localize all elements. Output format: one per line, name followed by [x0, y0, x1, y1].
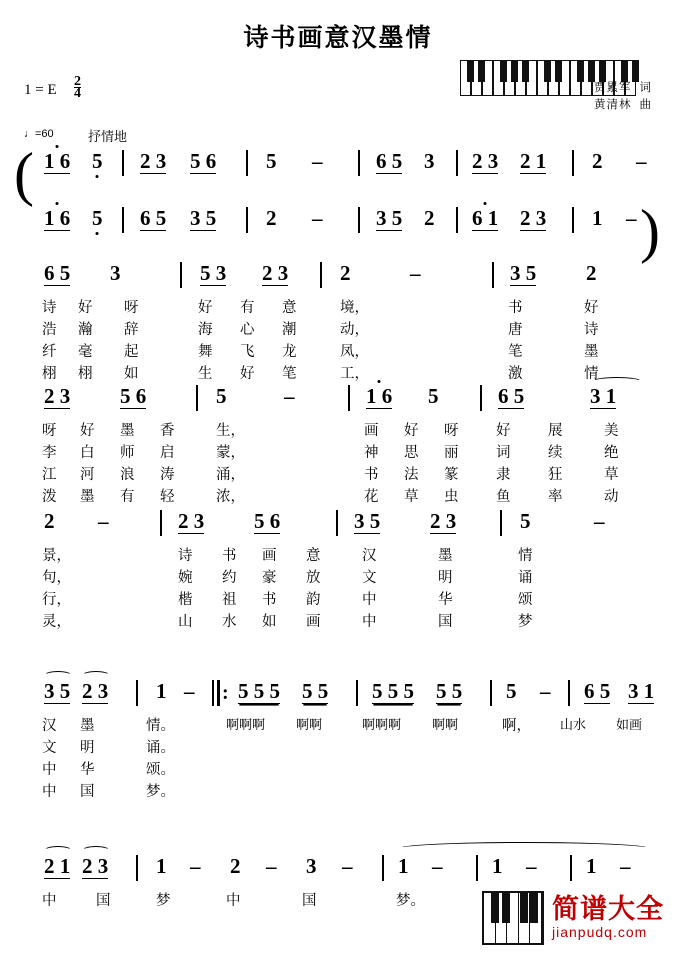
note: 2 [230, 854, 241, 878]
note: – [184, 679, 195, 703]
lyric-syllable: 呀 [444, 423, 459, 439]
piano-keys-icon [482, 891, 544, 945]
time-signature [74, 76, 81, 99]
lyric-syllable: 啊啊啊 [362, 718, 402, 733]
barline [122, 150, 124, 176]
note: 2 3 [178, 509, 205, 533]
barline [136, 680, 138, 706]
note-line [0, 680, 676, 714]
note: – [626, 206, 637, 230]
note: 3 5 [190, 206, 217, 230]
note: 5 [428, 384, 439, 408]
music-system-3 [0, 262, 676, 384]
lyric-syllable: 如 [124, 366, 139, 382]
lyric-syllable: 生， [216, 423, 245, 439]
lyric-syllable: 瀚 [78, 322, 93, 338]
lyric-syllable: 中 [362, 592, 377, 608]
note: 5 [506, 679, 517, 703]
lyric-syllable: 墨 [80, 718, 95, 734]
lyric-syllable: 美 [604, 423, 619, 439]
lyric-line [0, 362, 676, 384]
lyric-syllable: 鱼 [496, 489, 511, 505]
lyric-syllable: 花 [364, 489, 379, 505]
note-line [0, 855, 676, 889]
barline [490, 680, 492, 706]
lyric-syllable: 情 [518, 548, 533, 564]
note: 5 5 [302, 679, 329, 703]
note: – [526, 854, 537, 878]
lyric-syllable: 墨 [438, 548, 453, 564]
lyric-syllable: 海 [198, 322, 213, 338]
lyric-syllable: 续 [548, 445, 563, 461]
note: 5 6 [120, 384, 147, 408]
lyric-syllable: 栩 [42, 366, 57, 382]
lyric-syllable: 辞 [124, 322, 139, 338]
lyric-syllable: 呀 [42, 423, 57, 439]
note: – [342, 854, 353, 878]
lyric-syllable: 泼 [42, 489, 57, 505]
note: 2 3 [82, 679, 109, 703]
lyric-syllable: 心 [240, 322, 255, 338]
lyric-syllable: 激 [508, 366, 523, 382]
note: 2 3 [82, 854, 109, 878]
note: 1 [398, 854, 409, 878]
lyric-syllable: 绝 [604, 445, 619, 461]
lyric-syllable: 豪 [262, 570, 277, 586]
lyric-syllable: 啊啊啊 [226, 718, 266, 733]
lyric-syllable: 好 [584, 300, 599, 316]
barline [492, 262, 494, 288]
note: 2 3 [430, 509, 457, 533]
note: 1 [586, 854, 597, 878]
lyric-syllable: 中 [362, 614, 377, 630]
lyric-syllable: 诵 [518, 570, 533, 586]
note: 2 3 [262, 261, 289, 285]
lyric-syllable: 好 [198, 300, 213, 316]
credits [594, 80, 652, 114]
lyric-syllable: 启 [160, 445, 175, 461]
note: 5 3 [200, 261, 227, 285]
lyric-syllable: 师 [120, 445, 135, 461]
barline [456, 207, 458, 233]
lyric-line [0, 318, 676, 340]
lyric-syllable: 中 [42, 762, 57, 778]
repeat-dots: : [222, 682, 229, 704]
lyric-syllable: 轻 [160, 489, 175, 505]
note: 5 [216, 384, 227, 408]
lyric-syllable: 唐 [508, 322, 523, 338]
lyric-syllable: 画 [306, 614, 321, 630]
note: 1 6 [366, 384, 393, 408]
note: 3 5 [376, 206, 403, 230]
music-system-1 [0, 141, 676, 207]
page-title: 诗书画意汉墨情 [243, 23, 433, 52]
lyric-syllable: 好 [404, 423, 419, 439]
lyric-syllable: 意 [282, 300, 297, 316]
lyric-syllable: 诗 [42, 300, 57, 316]
lyric-syllable: 梦 [518, 614, 533, 630]
lyric-syllable: 画 [364, 423, 379, 439]
note: 5 5 5 [238, 679, 280, 703]
lyric-syllable: 国 [96, 893, 111, 909]
lyric-syllable: 画 [262, 548, 277, 564]
lyric-syllable: 笔 [508, 344, 523, 360]
note: – [284, 384, 295, 408]
lyric-line [0, 419, 676, 441]
barline [568, 680, 570, 706]
barline [480, 385, 482, 411]
lyric-syllable: 华 [80, 762, 95, 778]
composer-name: 黄清林 [594, 99, 632, 111]
note: 2 [424, 206, 435, 230]
lyric-syllable: 好 [496, 423, 511, 439]
lyric-line [0, 340, 676, 362]
lyric-syllable: 草 [404, 489, 419, 505]
lyric-syllable: 舞 [198, 344, 213, 360]
lyric-syllable: 中 [226, 893, 241, 909]
lyric-syllable: 李 [42, 445, 57, 461]
lyric-syllable: 明 [438, 570, 453, 586]
note: 5 [92, 149, 103, 173]
note-line [0, 150, 676, 184]
lyric-syllable: 好 [78, 300, 93, 316]
note: 2 [266, 206, 277, 230]
lyric-syllable: 浩 [42, 322, 57, 338]
lyric-syllable: 中 [42, 893, 57, 909]
lyric-syllable: 颂。 [146, 762, 175, 778]
note: 6 5 [498, 384, 525, 408]
note: 2 3 [44, 384, 71, 408]
lyric-syllable: 书 [508, 300, 523, 316]
lyric-syllable: 墨 [584, 344, 599, 360]
note: 6 5 [584, 679, 611, 703]
barline [456, 150, 458, 176]
lyric-syllable: 浓， [216, 489, 245, 505]
barline [160, 510, 162, 536]
lyric-syllable: 凤， [340, 344, 369, 360]
lyric-syllable: 龙 [282, 344, 297, 360]
lyric-syllable: 白 [80, 445, 95, 461]
lyric-syllable: 起 [124, 344, 139, 360]
note: 6 1 [472, 206, 499, 230]
note: 3 [110, 261, 121, 285]
lyric-syllable: 啊啊 [432, 718, 459, 733]
note: – [410, 261, 421, 285]
meter-denominator: 4 [74, 86, 81, 101]
note: 3 [424, 149, 435, 173]
note: 1 [156, 679, 167, 703]
lyric-line [0, 485, 676, 507]
note: 3 1 [628, 679, 655, 703]
barline [572, 207, 574, 233]
note: 2 [340, 261, 351, 285]
lyric-syllable: 神 [364, 445, 379, 461]
barline [570, 855, 572, 881]
lyric-line [0, 441, 676, 463]
lyric-line [0, 714, 676, 736]
lyric-syllable: 约 [222, 570, 237, 586]
lyric-line [0, 296, 676, 318]
lyric-syllable: 隶 [496, 467, 511, 483]
lyric-syllable: 境， [340, 300, 369, 316]
lyric-syllable: 有 [120, 489, 135, 505]
lyric-syllable: 书 [222, 548, 237, 564]
note: 2 [592, 149, 603, 173]
note: 5 [92, 206, 103, 230]
lyric-line [0, 780, 676, 802]
note: 2 [44, 509, 55, 533]
lyric-line [0, 610, 676, 632]
barline [196, 385, 198, 411]
barline [382, 855, 384, 881]
note: 6 5 [44, 261, 71, 285]
note: 2 3 [520, 206, 547, 230]
barline [356, 680, 358, 706]
system-brace: ( [14, 141, 34, 207]
note: – [266, 854, 277, 878]
mood-marking: 抒情地 [88, 129, 128, 144]
note: 3 5 [44, 679, 71, 703]
lyric-syllable: 国 [80, 784, 95, 800]
lyric-syllable: 中 [42, 784, 57, 800]
lyric-syllable: 梦。 [146, 784, 175, 800]
lyric-syllable: 华 [438, 592, 453, 608]
lyric-syllable: 明 [80, 740, 95, 756]
lyric-syllable: 如 [262, 614, 277, 630]
lyric-syllable: 呀 [124, 300, 139, 316]
logo-text-cn: 简谱大全 [552, 894, 664, 925]
lyric-syllable: 诗 [584, 322, 599, 338]
note-line [0, 385, 676, 419]
lyric-syllable: 情 [584, 366, 599, 382]
lyric-syllable: 率 [548, 489, 563, 505]
note-line [0, 207, 676, 241]
lyric-syllable: 工， [340, 366, 369, 382]
note-line [0, 510, 676, 544]
note: – [620, 854, 631, 878]
music-system-6 [0, 680, 676, 802]
note: – [312, 206, 323, 230]
note-line [0, 262, 676, 296]
lyric-syllable: 毫 [78, 344, 93, 360]
note: 5 [266, 149, 277, 173]
lyric-syllable: 婉 [178, 570, 193, 586]
site-logo [482, 891, 664, 945]
note: 1 [592, 206, 603, 230]
lyric-syllable: 情。 [146, 718, 175, 734]
lyric-syllable: 展 [548, 423, 563, 439]
lyric-syllable: 飞 [240, 344, 255, 360]
lyric-syllable: 祖 [222, 592, 237, 608]
barline [572, 150, 574, 176]
lyric-syllable: 句， [42, 570, 71, 586]
note: 1 6 [44, 206, 71, 230]
lyric-syllable: 梦。 [396, 893, 425, 909]
barline [336, 510, 338, 536]
lyric-syllable: 国 [438, 614, 453, 630]
lyric-syllable: 思 [404, 445, 419, 461]
lyric-syllable: 蒙， [216, 445, 245, 461]
logo-text-en: jianpudq.com [552, 924, 648, 940]
lyric-syllable: 国 [302, 893, 317, 909]
lyric-syllable: 涛 [160, 467, 175, 483]
lyric-syllable: 潮 [282, 322, 297, 338]
barline [320, 262, 322, 288]
note: 2 1 [44, 854, 71, 878]
music-system-5 [0, 510, 676, 632]
lyricist-name: 贾累军 [594, 82, 632, 94]
lyric-syllable: 灵， [42, 614, 71, 630]
composer-role: 曲 [639, 99, 652, 111]
lyric-line [0, 758, 676, 780]
lyric-syllable: 楷 [178, 592, 193, 608]
lyric-syllable: 丽 [444, 445, 459, 461]
system-brace-close: ) [640, 198, 660, 264]
barline [136, 855, 138, 881]
lyric-syllable: 好 [80, 423, 95, 439]
note: 2 [586, 261, 597, 285]
lyric-syllable: 狂 [548, 467, 563, 483]
note: 3 5 [354, 509, 381, 533]
barline [246, 150, 248, 176]
lyric-syllable: 如画 [616, 718, 643, 733]
lyric-syllable: 江 [42, 467, 57, 483]
lyric-syllable: 意 [306, 548, 321, 564]
lyric-syllable: 诵。 [146, 740, 175, 756]
note: 6 5 [140, 206, 167, 230]
lyric-line [0, 463, 676, 485]
lyric-syllable: 动 [604, 489, 619, 505]
lyric-line [0, 588, 676, 610]
meter-numerator: 2 [74, 74, 81, 89]
lyric-syllable: 好 [240, 366, 255, 382]
barline [476, 855, 478, 881]
lyric-syllable: 墨 [120, 423, 135, 439]
lyric-syllable: 水 [222, 614, 237, 630]
note: – [432, 854, 443, 878]
lyric-syllable: 汉 [42, 718, 57, 734]
lyric-syllable: 香 [160, 423, 175, 439]
note: 5 [520, 509, 531, 533]
note: 1 [156, 854, 167, 878]
lyric-syllable: 放 [306, 570, 321, 586]
note: 2 3 [472, 149, 499, 173]
lyric-line [0, 566, 676, 588]
note: 3 [306, 854, 317, 878]
note: 5 5 5 [372, 679, 414, 703]
note: – [594, 509, 605, 533]
note: 1 [492, 854, 503, 878]
lyric-syllable: 篆 [444, 467, 459, 483]
barline [180, 262, 182, 288]
barline [358, 207, 360, 233]
barline [500, 510, 502, 536]
lyric-syllable: 书 [364, 467, 379, 483]
lyric-syllable: 墨 [80, 489, 95, 505]
lyric-syllable: 笔 [282, 366, 297, 382]
lyric-syllable: 浪 [120, 467, 135, 483]
lyric-syllable: 动， [340, 322, 369, 338]
lyric-syllable: 有 [240, 300, 255, 316]
lyric-syllable: 韵 [306, 592, 321, 608]
lyric-syllable: 诗 [178, 548, 193, 564]
note: 5 6 [190, 149, 217, 173]
note: 3 5 [510, 261, 537, 285]
lyric-syllable: 文 [42, 740, 57, 756]
note: 2 1 [520, 149, 547, 173]
note: – [636, 149, 647, 173]
lyric-syllable: 草 [604, 467, 619, 483]
lyric-syllable: 虫 [444, 489, 459, 505]
lyric-syllable: 颂 [518, 592, 533, 608]
lyric-syllable: 梦 [156, 893, 171, 909]
lyric-syllable: 书 [262, 592, 277, 608]
barline [358, 150, 360, 176]
lyric-syllable: 山 [178, 614, 193, 630]
tempo-marking: ♩=60 [24, 128, 54, 140]
barline [348, 385, 350, 411]
barline [246, 207, 248, 233]
lyric-syllable: 啊啊 [296, 718, 323, 733]
lyric-syllable: 文 [362, 570, 377, 586]
note: 1 6 [44, 149, 71, 173]
note: 5 6 [254, 509, 281, 533]
lyric-syllable: 纤 [42, 344, 57, 360]
note: – [312, 149, 323, 173]
lyric-syllable: 景， [42, 548, 71, 564]
lyric-syllable: 法 [404, 467, 419, 483]
lyric-syllable: 栩 [78, 366, 93, 382]
note: 2 3 [140, 149, 167, 173]
lyricist-role: 词 [639, 82, 652, 94]
lyric-syllable: 行， [42, 592, 71, 608]
lyric-syllable: 汉 [362, 548, 377, 564]
note: – [540, 679, 551, 703]
note: 3 1 [590, 384, 617, 408]
note: 5 5 [436, 679, 463, 703]
music-system-4 [0, 385, 676, 507]
lyric-syllable: 山水 [560, 718, 587, 733]
barline [122, 207, 124, 233]
lyric-syllable: 啊， [502, 718, 531, 734]
lyric-syllable: 生 [198, 366, 213, 382]
lyric-syllable: 词 [496, 445, 511, 461]
lyric-line [0, 544, 676, 566]
note: – [98, 509, 109, 533]
note: – [190, 854, 201, 878]
music-system-2 [0, 198, 676, 264]
key-signature: 1 = E [24, 82, 57, 98]
note: 6 5 [376, 149, 403, 173]
lyric-syllable: 涌， [216, 467, 245, 483]
lyric-syllable: 河 [80, 467, 95, 483]
lyric-line [0, 736, 676, 758]
